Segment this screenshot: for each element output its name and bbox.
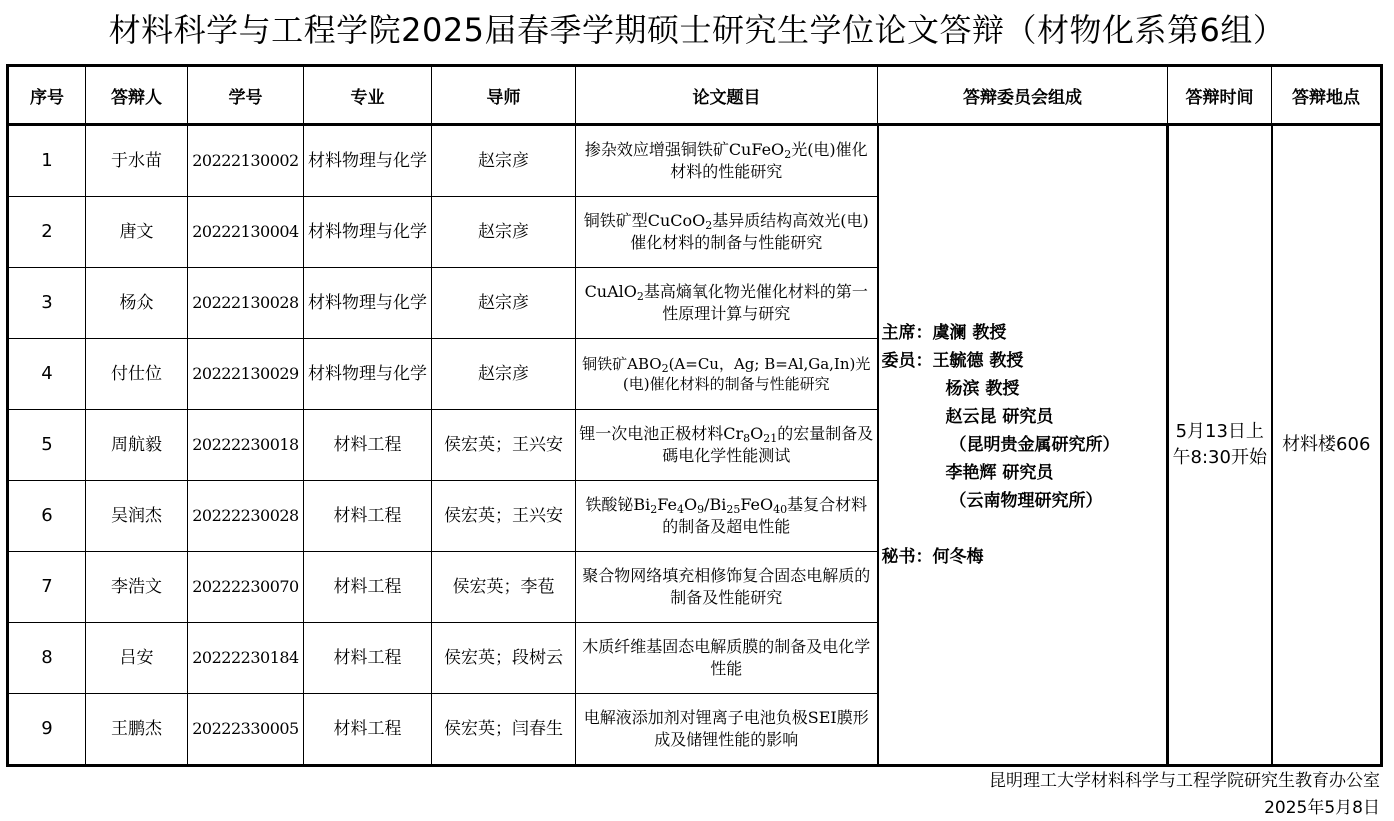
row-student-id: 20222330005 (188, 694, 304, 766)
row-major: 材料工程 (304, 552, 432, 623)
row-student-id: 20222130029 (188, 339, 304, 410)
row-student-id: 20222230070 (188, 552, 304, 623)
row-no: 5 (8, 410, 86, 481)
header-no: 序号 (8, 66, 86, 125)
row-name: 王鹏杰 (86, 694, 188, 766)
row-name: 吴润杰 (86, 481, 188, 552)
row-name: 周航毅 (86, 410, 188, 481)
table-row (8, 125, 1382, 197)
row-no: 9 (8, 694, 86, 766)
committee-chair: 主席：虞澜 教授 (881, 323, 1007, 343)
header-thesis-title: 论文题目 (576, 66, 878, 125)
row-advisor: 侯宏英；段树云 (432, 623, 576, 694)
row-student-id: 20222230184 (188, 623, 304, 694)
committee-member: 赵云昆 研究员 (945, 407, 1054, 427)
row-advisor: 赵宗彦 (432, 197, 576, 268)
row-thesis-title: 电解液添加剂对锂离子电池负极SEI膜形成及储锂性能的影响 (576, 694, 878, 766)
row-name: 于水苗 (86, 125, 188, 197)
committee-member-org: （昆明贵金属研究所） (949, 435, 1120, 455)
row-advisor: 侯宏英；王兴安 (432, 481, 576, 552)
row-student-id: 20222130004 (188, 197, 304, 268)
row-name: 李浩文 (86, 552, 188, 623)
defense-time: 5月13日上午8:30开始 (1168, 125, 1272, 766)
header-advisor: 导师 (432, 66, 576, 125)
row-major: 材料物理与化学 (304, 197, 432, 268)
row-name: 杨众 (86, 268, 188, 339)
header-major: 专业 (304, 66, 432, 125)
row-student-id: 20222230028 (188, 481, 304, 552)
row-no: 1 (8, 125, 86, 197)
row-student-id: 20222130028 (188, 268, 304, 339)
row-thesis-title: CuAlO$_2$基高熵氧化物光催化材料的第一性原理计算与研究 (576, 268, 878, 339)
defense-schedule-table (6, 64, 1383, 767)
committee-member: 杨滨 教授 (945, 379, 1020, 399)
footer-date: 2025年5月8日 (1264, 798, 1380, 818)
committee-member: 委员：王毓德 教授 (881, 351, 1024, 371)
row-advisor: 侯宏英；李苞 (432, 552, 576, 623)
header-name: 答辩人 (86, 66, 188, 125)
row-advisor: 赵宗彦 (432, 125, 576, 197)
row-thesis-title: 铁酸铋$Bi_2Fe_4O_9/Bi_{25}FeO_{40}$基复合材料的制备及超电性能 (576, 481, 878, 552)
row-no: 8 (8, 623, 86, 694)
row-thesis-title: 铜铁矿$ABO_2(A=Cu$，Ag; B=Al,Ga,In)光(电)催化材料的制备与性能研究 (576, 339, 878, 410)
row-no: 2 (8, 197, 86, 268)
row-major: 材料物理与化学 (304, 339, 432, 410)
defense-place: 材料楼606 (1272, 125, 1382, 766)
row-thesis-title: 掺杂效应增强铜铁矿CuFeO$_2$光(电)催化材料的性能研究 (576, 125, 878, 197)
row-thesis-title: 锂一次电池正极材料$Cr_8O_{21}$的宏量制备及碼电化学性能测试 (576, 410, 878, 481)
row-no: 6 (8, 481, 86, 552)
row-name: 唐文 (86, 197, 188, 268)
header-defense-place: 答辩地点 (1272, 66, 1382, 125)
committee-secretary: 秘书：何冬梅 (881, 547, 984, 567)
row-no: 4 (8, 339, 86, 410)
row-thesis-title: 聚合物网络填充相修饰复合固态电解质的制备及性能研究 (576, 552, 878, 623)
row-advisor: 侯宏英；闫春生 (432, 694, 576, 766)
committee-composition (878, 125, 1168, 766)
row-major: 材料工程 (304, 623, 432, 694)
header-committee: 答辩委员会组成 (878, 66, 1168, 125)
row-thesis-title: 木质纤维基固态电解质膜的制备及电化学性能 (576, 623, 878, 694)
row-major: 材料物理与化学 (304, 125, 432, 197)
table-header-row (8, 66, 1382, 125)
row-name: 付仕位 (86, 339, 188, 410)
row-major: 材料工程 (304, 481, 432, 552)
committee-member: 李艳辉 研究员 (945, 463, 1054, 483)
row-major: 材料工程 (304, 410, 432, 481)
row-advisor: 赵宗彦 (432, 268, 576, 339)
row-no: 7 (8, 552, 86, 623)
row-student-id: 20222130002 (188, 125, 304, 197)
row-name: 吕安 (86, 623, 188, 694)
header-id: 学号 (188, 66, 304, 125)
footer-office: 昆明理工大学材料科学与工程学院研究生教育办公室 (989, 771, 1380, 791)
row-thesis-title: 铜铁矿型CuCoO$_2$基异质结构高效光(电)催化材料的制备与性能研究 (576, 197, 878, 268)
committee-member-org: （云南物理研究所） (949, 491, 1103, 511)
row-advisor: 侯宏英；王兴安 (432, 410, 576, 481)
row-major: 材料物理与化学 (304, 268, 432, 339)
row-advisor: 赵宗彦 (432, 339, 576, 410)
page-title: 材料科学与工程学院2025届春季学期硕士研究生学位论文答辩（材物化系第6组） (108, 11, 1286, 49)
row-student-id: 20222230018 (188, 410, 304, 481)
row-major: 材料工程 (304, 694, 432, 766)
header-defense-time: 答辩时间 (1168, 66, 1272, 125)
row-no: 3 (8, 268, 86, 339)
